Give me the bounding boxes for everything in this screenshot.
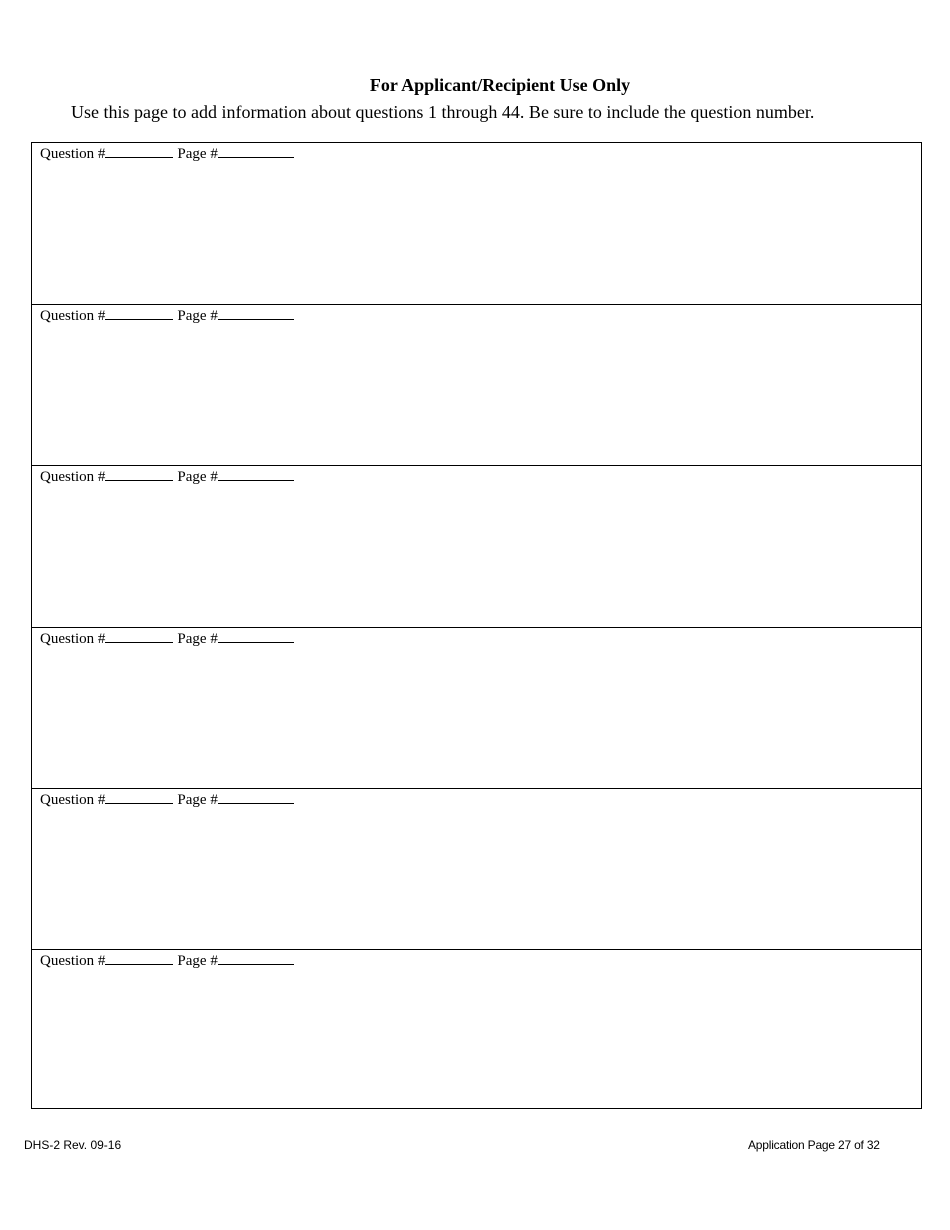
form-id: DHS-2 Rev. 09-16 (24, 1138, 122, 1152)
question-number-blank[interactable] (105, 951, 173, 965)
page-title: For Applicant/Recipient Use Only (369, 75, 631, 95)
question-number-label: Question # (40, 146, 106, 162)
question-number-label: Question # (40, 308, 106, 324)
entry-row[interactable] (32, 143, 921, 304)
entry-label (40, 629, 294, 648)
page-number-label: Page # (177, 953, 218, 969)
page-number-label: Page # (177, 469, 218, 485)
question-number-label: Question # (40, 792, 106, 808)
entry-label (40, 144, 294, 163)
entry-label (40, 790, 294, 809)
entry-label (40, 306, 294, 325)
entry-row[interactable] (32, 949, 921, 1108)
question-number-label: Question # (40, 469, 106, 485)
question-number-blank[interactable] (105, 629, 173, 643)
page-number-blank[interactable] (218, 951, 294, 965)
question-number-label: Question # (40, 631, 106, 647)
entry-label (40, 467, 294, 486)
page-indicator: Application Page 27 of 32 (748, 1138, 880, 1152)
page-number-blank[interactable] (218, 144, 294, 158)
page-number-blank[interactable] (218, 306, 294, 320)
page-number-blank[interactable] (218, 467, 294, 481)
entry-row[interactable] (32, 465, 921, 626)
question-number-label: Question # (40, 953, 106, 969)
additional-info-table (31, 142, 922, 1109)
page-number-label: Page # (177, 308, 218, 324)
instructions-text: Use this page to add information about questions 1 through 44. Be sure to include the question number. (71, 102, 815, 122)
page-number-label: Page # (177, 631, 218, 647)
page-number-label: Page # (177, 792, 218, 808)
question-number-blank[interactable] (105, 306, 173, 320)
page-number-blank[interactable] (218, 790, 294, 804)
entry-row[interactable] (32, 627, 921, 788)
page-number-label: Page # (177, 146, 218, 162)
question-number-blank[interactable] (105, 144, 173, 158)
entry-row[interactable] (32, 788, 921, 949)
question-number-blank[interactable] (105, 467, 173, 481)
page-number-blank[interactable] (218, 629, 294, 643)
entry-row[interactable] (32, 304, 921, 465)
entry-label (40, 951, 294, 970)
question-number-blank[interactable] (105, 790, 173, 804)
